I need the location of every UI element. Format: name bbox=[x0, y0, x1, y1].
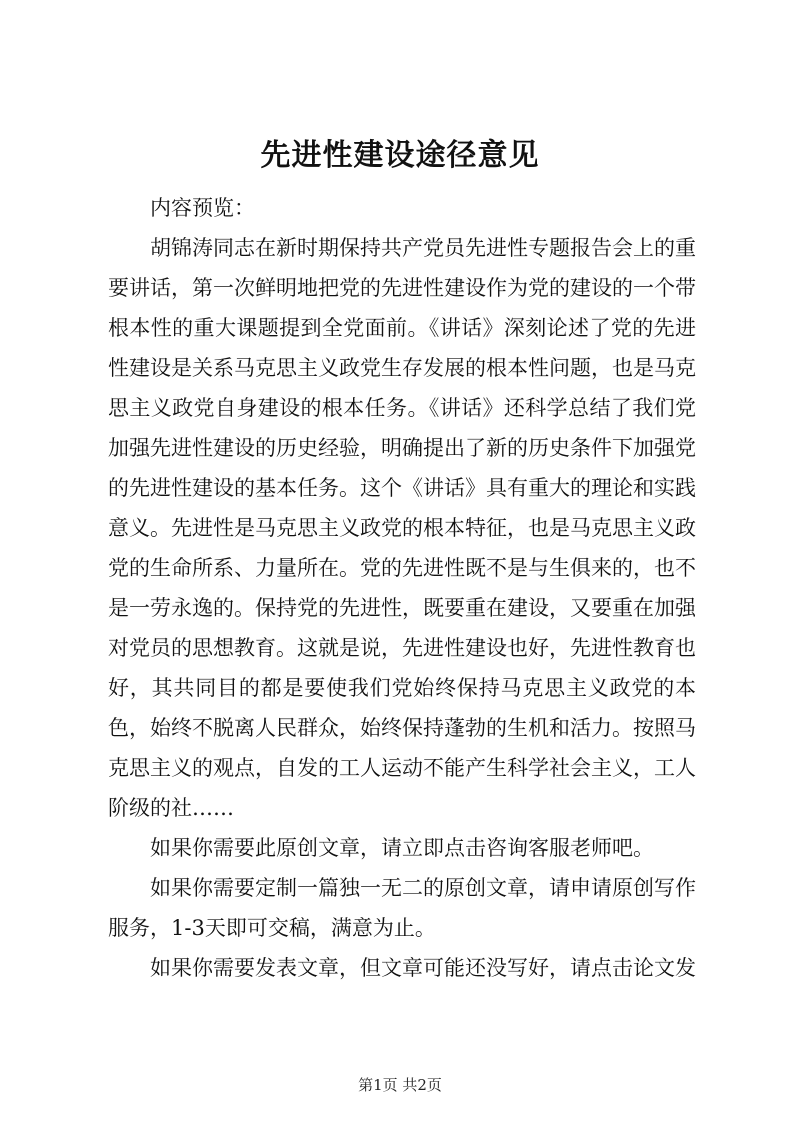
paragraph-contact-service: 如果你需要此原创文章，请立即点击咨询客服老师吧。 bbox=[150, 836, 654, 860]
page-number-footer: 第1页 共2页 bbox=[358, 1076, 442, 1094]
paragraph-custom-writing: 如果你需要定制一篇独一无二的原创文章，请申请原创写作服务，1-3天即可交稿，满意为止。 bbox=[108, 876, 696, 940]
document-body bbox=[108, 188, 696, 988]
paragraph-main-content: 胡锦涛同志在新时期保持共产党员先进性专题报告会上的重要讲话，第一次鲜明地把党的先进性建设作为党的建设的一个带根本性的重大课题提到全党面前。《讲话》深刻论述了党的先进性建设是关系马克思主义政党生存发展的根本性问题，也是马克思主义政党自身建设的根本任务。《讲话》还科学总结了我们党加强先进性建设的历史经验，明确提出了新的历史条件下加强党的先进性建设的基本任务。这个《讲话》具有重大的理论和实践意义。先进性是马克思主义政党的根本特征，也是马克思主义政党的生命所系、力量所在。党的先进性既不是与生俱来的，也不是一劳永逸的。保持党的先进性，既要重在建设，又要重在加强对党员的思想教育。这就是说，先进性建设也好，先进性教育也好，其共同目的都是要使我们党始终保持马克思主义政党的本色，始终不脱离人民群众，始终保持蓬勃的生机和活力。按照马克思主义的观点，自发的工人运动不能产生科学社会主义，工人阶级的社…… bbox=[108, 236, 696, 820]
document-title: 先进性建设途径意见 bbox=[260, 138, 540, 173]
paragraph-preview-label: 内容预览： bbox=[150, 196, 255, 220]
paragraph-publish-article: 如果你需要发表文章，但文章可能还没写好，请点击论文发 bbox=[150, 956, 696, 980]
